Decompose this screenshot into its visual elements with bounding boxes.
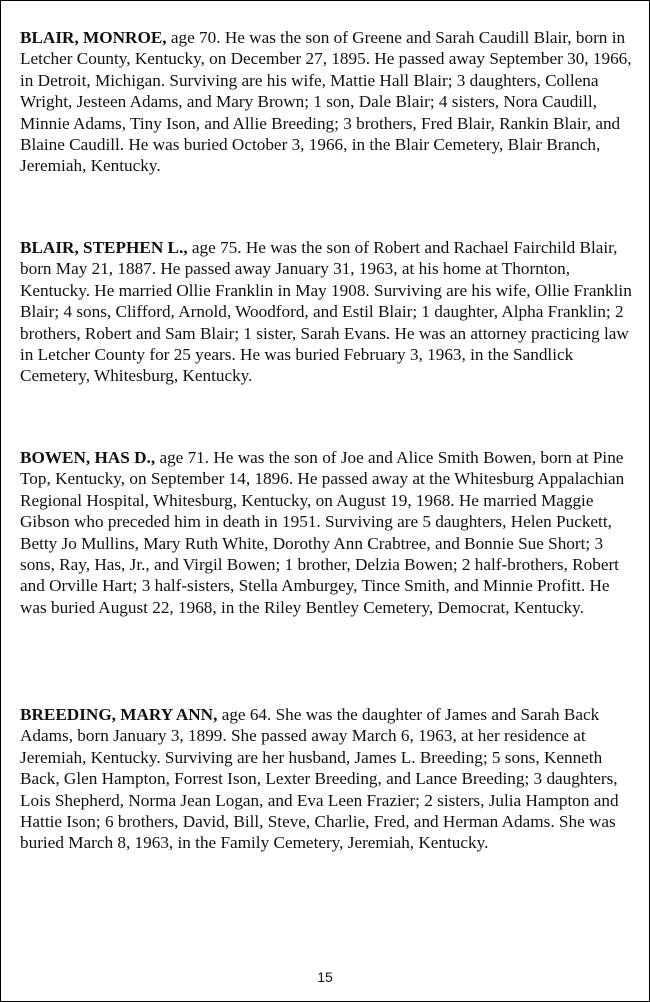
obituary-entry xyxy=(20,704,638,854)
obituary-name: BOWEN, HAS D., xyxy=(20,448,156,467)
obituary-text: age 70. He was the son of Greene and Sarah Caudill Blair, born in Letcher County, Kentucky, on December 27, 1895. He passed away September 30, 1966, in Detroit, Michigan. Surviving are his wife, Mattie Hall Blair; 3 daughters, Collena Wright, Jesteen Adams, and Mary Brown; 1 son, Dale Blair; 4 sisters, Nora Caudill, Minnie Adams, Tiny Ison, and Allie Breeding; 3 brothers, Fred Blair, Rankin Blair, and Blaine Caudill. He was buried October 3, 1966, in the Blair Cemetery, Blair Branch, Jeremiah, Kentucky. xyxy=(20,28,632,176)
page-number: 15 xyxy=(317,969,333,985)
obituary-text: age 64. She was the daughter of James and Sarah Back Adams, born January 3, 1899. She passed away March 6, 1963, at her residence at Jeremiah, Kentucky. Surviving are her husband, James L. Breeding; 5 sons, Kenneth Back, Glen Hampton, Forrest Ison, Lexter Breeding, and Lance Breeding; 3 daughters, Lois Shepherd, Norma Jean Logan, and Eva Leen Frazier; 2 sisters, Julia Hampton and Hattie Ison; 6 brothers, David, Bill, Steve, Charlie, Fred, and Herman Adams. She was buried March 8, 1963, in the Family Cemetery, Jeremiah, Kentucky. xyxy=(20,705,619,853)
obituary-name: BLAIR, MONROE, xyxy=(20,28,167,47)
obituary-entry xyxy=(20,237,638,387)
obituary-name: BREEDING, MARY ANN, xyxy=(20,705,218,724)
obituary-name: BLAIR, STEPHEN L., xyxy=(20,238,188,257)
obituary-entry xyxy=(20,447,638,618)
obituary-text: age 71. He was the son of Joe and Alice Smith Bowen, born at Pine Top, Kentucky, on September 14, 1896. He passed away at the Whitesburg Appalachian Regional Hospital, Whitesburg, Kentucky, on August 19, 1968. He married Maggie Gibson who preceded him in death in 1951. Surviving are 5 daughters, Helen Puckett, Betty Jo Mullins, Mary Ruth White, Dorothy Ann Crabtree, and Bonnie Sue Short; 3 sons, Ray, Has, Jr., and Virgil Bowen; 1 brother, Delzia Bowen; 2 half-brothers, Robert and Orville Hart; 3 half-sisters, Stella Amburgey, Tince Smith, and Minnie Profitt. He was buried August 22, 1968, in the Riley Bentley Cemetery, Democrat, Kentucky. xyxy=(20,448,625,617)
obituary-text: age 75. He was the son of Robert and Rachael Fairchild Blair, born May 21, 1887. He passed away January 31, 1963, at his home at Thornton, Kentucky. He married Ollie Franklin in May 1908. Surviving are his wife, Ollie Franklin Blair; 4 sons, Clifford, Arnold, Woodford, and Estil Blair; 1 daughter, Alpha Franklin; 2 brothers, Robert and Sam Blair; 1 sister, Sarah Evans. He was an attorney practicing law in Letcher County for 25 years. He was buried February 3, 1963, in the Sandlick Cemetery, Whitesburg, Kentucky. xyxy=(20,238,632,386)
obituary-entry xyxy=(20,27,638,177)
